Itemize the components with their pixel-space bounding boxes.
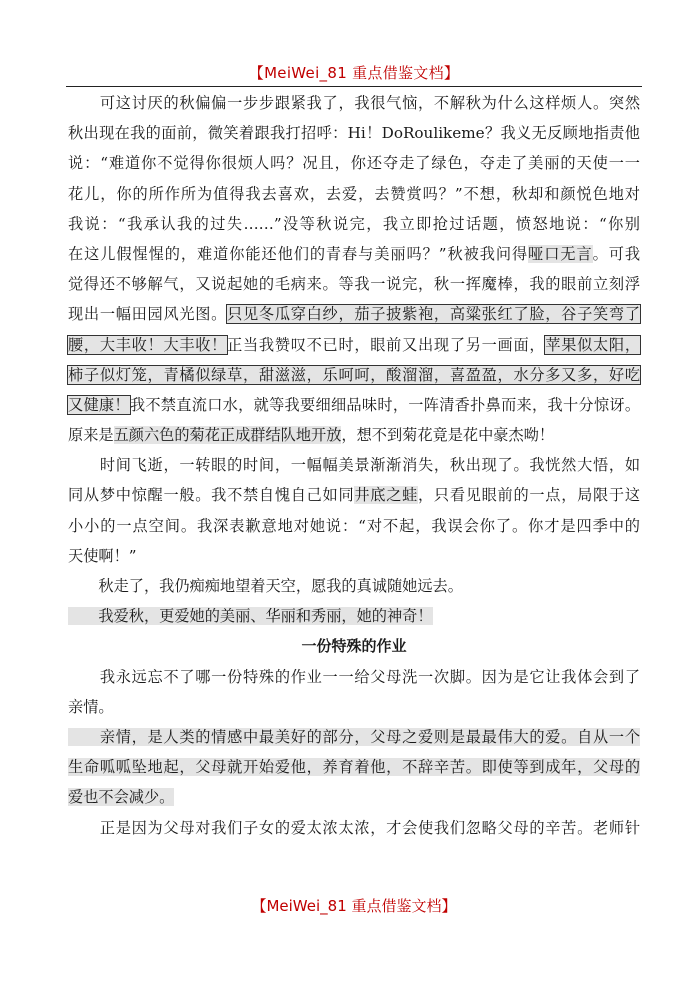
text-line (68, 364, 640, 394)
text-line: 原来是五颜六色的菊花正成群结队地开放，想不到菊花竟是花中豪杰呦！ (68, 426, 554, 445)
text-line: 秋出现在我的面前，微笑着跟我打招呼：Hi！DoRoulikeme？我义无反顾地指责他 (68, 124, 640, 143)
text-line: 同从梦中惊醒一般。我不禁自愧自己如同井底之蛙，只看见眼前的一点，局限于这 (68, 486, 641, 505)
text-line: 秋走了，我仍痴痴地望着天空，愿我的真诚随她远去。 (68, 577, 463, 595)
text-line: 在这儿假惺惺的，难道你能还他们的青春与美丽吗？”秋被我问得哑口无言。可我 (68, 244, 641, 263)
boxed-highlight: 只见冬瓜穿白纱，茄子披紫袍，高粱张红了脸，谷子笑弯了 (227, 305, 641, 324)
paragraph (68, 666, 640, 726)
text-line: 又健康！我不禁直流口水，就等我要细细品味时，一阵清香扑鼻而来，我十分惊讶。 (68, 395, 641, 414)
text-line (68, 756, 640, 786)
highlight: 井底之蛙 (354, 486, 419, 505)
text-line: 觉得还不够解气，又说起她的毛病来。等我一说完，秋一挥魔棒，我的眼前立刻浮 (68, 275, 640, 294)
text-line: 我说：“我承认我的过失……”没等秋说完，我立即抢过话题，愤怒地说：“你别 (68, 214, 640, 233)
text-line: 花儿，你的所作所为值得我去喜欢，去爱，去赞赏吗？”不想，秋却和颜悦色地对 (68, 184, 640, 203)
highlight: 爱也不会减少。 (68, 788, 175, 807)
highlight: 我爱秋，更爱她的美丽、华丽和秀丽，她的神奇！ (68, 607, 433, 626)
section-title: 一份特殊的作业 (301, 637, 407, 656)
paragraph (68, 92, 640, 454)
paragraph (68, 454, 640, 575)
text-line: 我永远忘不了哪一份特殊的作业一一给父母洗一次脚。因为是它让我体会到了 (68, 667, 640, 686)
text-line: 腰，大丰收！大丰收！正当我赞叹不已时，眼前又出现了另一画面，苹果似太阳， (68, 335, 641, 354)
highlight: 亲情，是人类的情感中最美好的部分，父母之爱则是最最伟大的爱。自从一个 (68, 727, 640, 746)
page-footer: 【MeiWei_81 重点借鉴文档】 (251, 897, 457, 915)
text-line (68, 605, 640, 635)
text-line (68, 786, 640, 816)
highlight: 生命呱呱坠地起，父母就开始爱他，养育着他，不辞辛苦。即使等到成年，父母的 (68, 758, 640, 777)
paragraph (68, 726, 640, 817)
text-line: 现出一幅田园风光图。只见冬瓜穿白纱，茄子披紫袍，高粱张红了脸，谷子笑弯了 (68, 305, 641, 324)
document-body (68, 92, 640, 847)
text-line: 亲情。 (68, 697, 114, 716)
text-line: 小小的一点空间。我深表歉意地对她说：“对不起，我误会你了。你才是四季中的 (68, 516, 640, 535)
boxed-highlight: 腰，大丰收！大丰收！ (68, 335, 228, 354)
highlight: 哑口无言 (528, 244, 593, 263)
text-line: 天使啊！” (68, 546, 137, 565)
text-line: 可这讨厌的秋偏偏一步步跟紧我了，我很气恼，不解秋为什么这样烦人。突然 (68, 94, 640, 112)
boxed-highlight: 柿子似灯笼，青橘似绿草，甜滋滋，乐呵呵，酸溜溜，喜盈盈，水分多又多，好吃 (68, 365, 640, 384)
page-header: 【MeiWei_81 重点借鉴文档】 (66, 62, 642, 87)
text-line: 说：“难道你不觉得你很烦人吗？况且，你还夺走了绿色，夺走了美丽的天使一一 (68, 154, 640, 173)
text-line: 时间飞逝，一转眼的时间，一幅幅美景渐渐消失，秋出现了。我恍然大悟，如 (68, 456, 640, 475)
highlight: 五颜六色的菊花正成群结队地开放 (113, 426, 342, 445)
text-line: 正是因为父母对我们子女的爱太浓太浓，才会使我们忽略父母的辛苦。老师针 (68, 818, 640, 837)
text-line (68, 726, 640, 756)
boxed-highlight: 又健康！ (68, 395, 130, 414)
boxed-highlight: 苹果似太阳， (545, 335, 641, 354)
